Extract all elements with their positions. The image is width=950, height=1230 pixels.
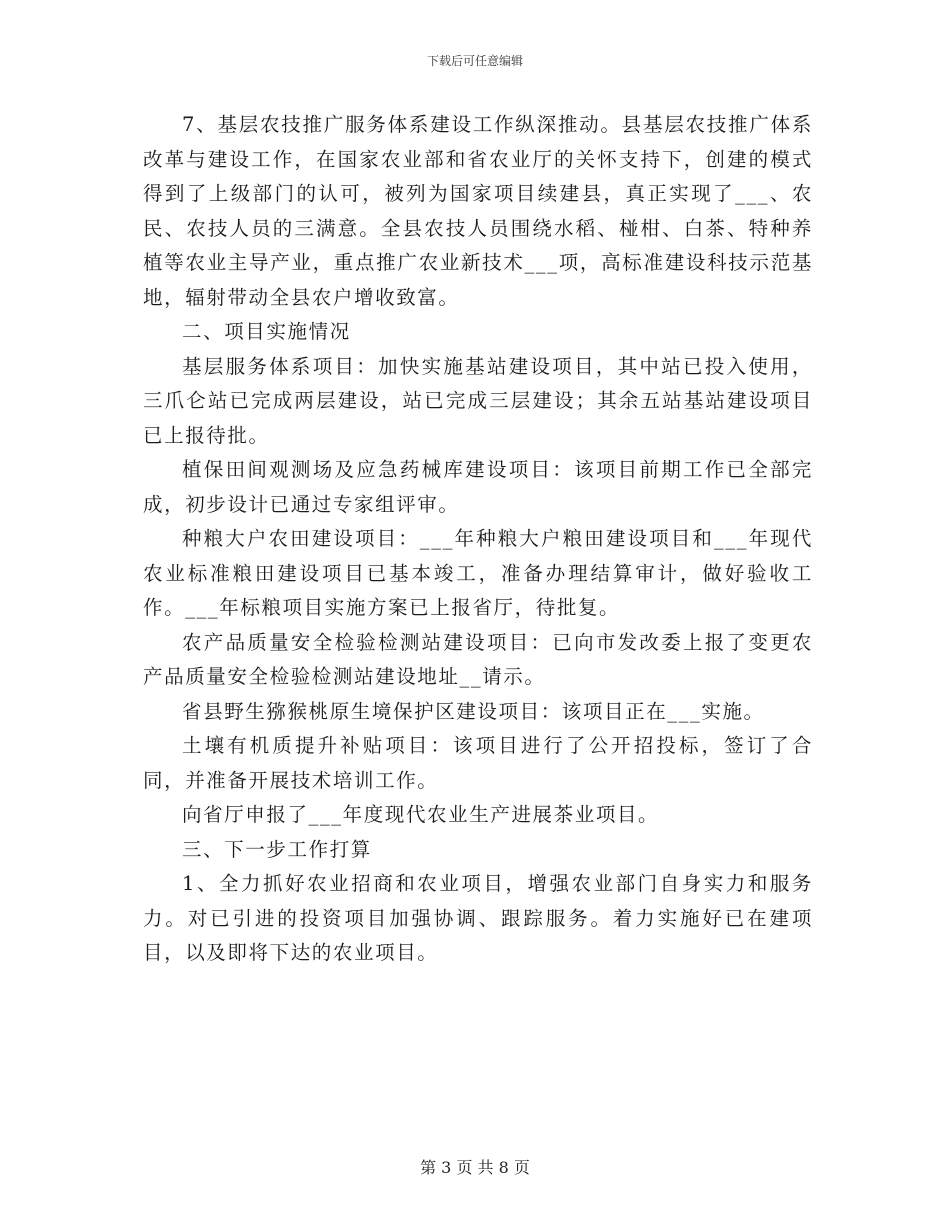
paragraph-basic-service-project: 基层服务体系项目：加快实施基站建设项目，其中站已投入使用，三爪仑站已完成两层建设，站已完成三层建设；其余五站基站建设项目已上报待批。 — [143, 354, 813, 447]
section-heading-next-steps: 三、下一步工作打算 — [182, 837, 372, 861]
paragraph-soil-subsidy-project: 土壤有机质提升补贴项目：该项目进行了公开招投标，签订了合同，并准备开展技术培训工作。 — [143, 734, 813, 792]
paragraph-grain-farmland-project: 种粮大户农田建设项目：___年种粮大户粮田建设项目和___年现代农业标准粮田建设项目已基本竣工，准备办理结算审计，做好验收工作。___年标粮项目实施方案已上报省厅，待批复。 — [143, 527, 813, 619]
document-body — [143, 108, 813, 971]
paragraph-plant-protection-project: 植保田间观测场及应急药械库建设项目：该项目前期工作已全部完成，初步设计已通过专家组评审。 — [143, 458, 813, 516]
section-heading-project-implementation: 二、项目实施情况 — [182, 320, 351, 343]
page-number: 第 3 页 共 8 页 — [420, 1158, 530, 1177]
paragraph-tea-project: 向省厅申报了___年度现代农业生产进展茶业项目。 — [182, 803, 660, 826]
paragraph-kiwi-protection-project: 省县野生猕猴桃原生境保护区建设项目：该项目正在___实施。 — [182, 699, 765, 723]
paragraph-quality-inspection-project: 农产品质量安全检验检测站建设项目：已向市发改委上报了变更农产品质量安全检验检测站建设地址__请示。 — [143, 630, 813, 688]
paragraph-next-step-1: 1、全力抓好农业招商和农业项目，增强农业部门自身实力和服务力。对已引进的投资项目加强协调、跟踪服务。着力实施好已在建项目，以及即将下达的农业项目。 — [143, 872, 813, 964]
paragraph-item-7: 7、基层农技推广服务体系建设工作纵深推动。县基层农技推广体系改革与建设工作，在国家农业部和省农业厅的关怀支持下，创建的模式得到了上级部门的认可，被列为国家项目续建县，真正实现了___、农民、农技人员的三满意。全县农技人员围绕水稻、椪柑、白茶、特种养植等农业主导产业，重点推广农业新技术___项，高标准建设科技示范基地，辐射带动全县农户增收致富。 — [143, 113, 813, 309]
page-header: 下载后可任意编辑 — [426, 54, 523, 68]
